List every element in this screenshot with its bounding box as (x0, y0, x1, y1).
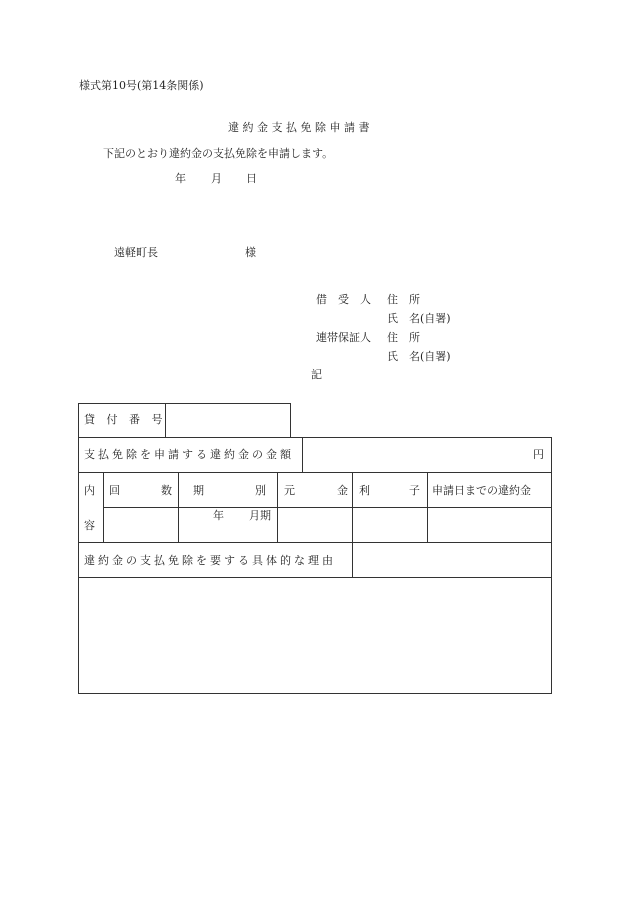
header-gen: 元 (284, 484, 295, 497)
table-line (103, 507, 551, 508)
reason-label: 違約金の支払免除を要する具体的な理由 (84, 554, 336, 567)
amount-label: 支払免除を申請する違約金の金額 (84, 448, 294, 461)
date-month: 月 (211, 172, 222, 185)
table-line (277, 472, 278, 542)
table-line (78, 542, 551, 543)
table-line (352, 542, 353, 577)
interest-field[interactable] (354, 509, 426, 540)
period-year: 年 (213, 509, 224, 522)
header-su: 数 (161, 484, 172, 497)
guarantor-address-label: 住 所 (387, 331, 420, 344)
header-ri: 利 (359, 484, 370, 497)
borrower-name-label: 氏 名(自署) (387, 312, 451, 325)
header-kin: 金 (337, 484, 348, 497)
naiyo-label-top: 内 (84, 484, 95, 497)
table-line (427, 472, 428, 542)
ki-label: 記 (311, 368, 322, 381)
borrower-address-label: 住 所 (387, 293, 420, 306)
table-line (78, 403, 79, 694)
table-line (78, 472, 551, 473)
table-line (103, 472, 104, 542)
form-number-label: 様式第10号(第14条関係) (79, 79, 204, 92)
guarantor-label: 連帯保証人 (316, 331, 371, 344)
addressee-honorific: 様 (245, 246, 256, 259)
amount-unit: 円 (533, 448, 544, 461)
table-line (78, 577, 551, 578)
table-line (78, 437, 551, 438)
header-penalty: 申請日までの違約金 (432, 484, 531, 497)
addressee-name: 遠軽町長 (114, 246, 158, 259)
header-shi: 子 (409, 484, 420, 497)
table-line (352, 472, 353, 542)
intro-text: 下記のとおり違約金の支払免除を申請します。 (103, 147, 334, 160)
header-kai: 回 (109, 484, 120, 497)
date-year: 年 (175, 172, 186, 185)
table-line (302, 437, 303, 472)
loan-number-field[interactable] (167, 405, 289, 436)
penalty-field[interactable] (429, 509, 550, 540)
table-line (551, 437, 552, 694)
borrower-label: 借 受 人 (316, 293, 371, 306)
table-line (78, 403, 291, 404)
header-ki: 期 (193, 484, 204, 497)
loan-number-label: 貸 付 番 号 (84, 413, 167, 426)
amount-field[interactable] (304, 439, 524, 470)
period-month: 月期 (249, 509, 271, 522)
table-line (290, 403, 291, 437)
naiyo-label-bottom: 容 (84, 519, 95, 532)
kaisu-field[interactable] (105, 509, 177, 540)
date-day: 日 (246, 172, 257, 185)
guarantor-name-label: 氏 名(自署) (387, 350, 451, 363)
header-betsu: 別 (255, 484, 266, 497)
reason-field[interactable] (80, 579, 550, 691)
document-title: 違 約 金 支 払 免 除 申 請 書 (228, 121, 370, 134)
table-line (178, 472, 179, 542)
table-line (78, 693, 552, 694)
principal-field[interactable] (279, 509, 351, 540)
